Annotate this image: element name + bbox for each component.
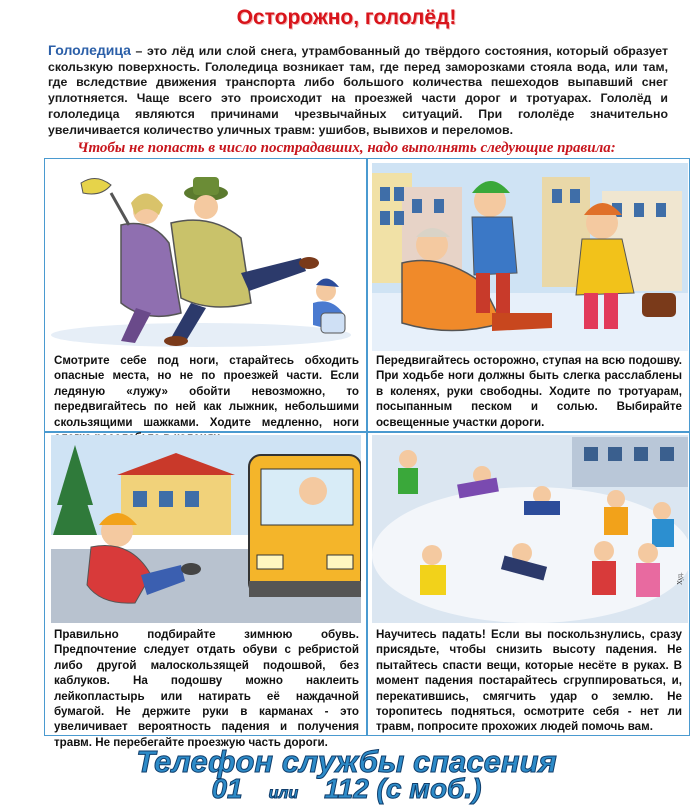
illustration-children-helping [372,163,688,351]
rules-heading: Чтобы не попасть в число пострадавших, надо выполнять следующие правила: [77,140,616,156]
phone-or-label: или [268,785,299,802]
rule-text-3: Правильно подбирайте зимнюю обувь. Предпочтение следует отдать обуви с ребристой либо другой малоскользящей подошвой, без каблуков. На подошву можно наклеить лейкопластырь или натирать её наждачной бумагой. Не держите руки в карманах - это увеличивает вероятность падения и получения травм. Не перебегайте проезжую часть дороги. [54,628,359,749]
phone-number-landline: 01 [211,773,243,804]
illustration-children-falling [372,435,688,623]
rule-text-4: Научитесь падать! Если вы поскользнулись, сразу присядьте, чтобы снизить высоту падения. Не пытайтесь спасти вещи, которые несёте в руках. В момент падения постарайтесь сгруппироваться, и, перекатившись, смягчить удар о землю. Не торопитесь подняться, осмотрите себя - нет ли травм, попросите прохожих людей помочь вам. [376,628,682,734]
rules-grid [44,158,690,749]
rule-cell-4 [368,433,691,736]
intro-term: Гололедица [48,42,131,58]
illustration-slipping-people [51,163,361,351]
rule-cell-2 [368,159,691,431]
rescue-phone-heading: Телефон службы спасения [136,744,557,779]
rule-text-1: Смотрите себе под ноги, старайтесь обходить опасные места, но не по проезжей части. Если ледяную «лужу» обойти невозможно, то передвигайтесь по ней как лыжник, небольшими скользящими шажками. Ходите медленно, ноги [54,354,359,429]
intro-text: – это лёд или слой снега, утрамбованный до твёрдого состояния, который образует скользкую поверхность. Гололедица возникает там, где перед заморозками стояла вода, или там, где вследствие движения транспорта либо большого количества пешеходов выпавший снег уплотняется. Чаще всего это происходит на проезжей части дорог и тротуарах. Гололёд и гололедица являются причинами чрезвычайных ситуаций. При гололёде значительно увеличивается количество уличных травм: ушибов, вывихов и переломов. [48,44,668,137]
rule-cell-3 [45,433,366,749]
poster-title: Осторожно, гололёд! [236,6,457,29]
phone-number-mobile: 112 (с моб.) [324,773,482,804]
rule-cell-1 [45,159,366,431]
illustration-boy-and-bus [51,435,361,623]
illustration-signature: Худ. [676,572,684,585]
rescue-phone-numbers [0,773,693,805]
intro-paragraph [48,43,668,138]
rule-text-2: Передвигайтесь осторожно, ступая на всю подошву. При ходьбе ноги должны быть слегка расслаблены в коленях, руки свободны. Ходите по тротуарам, посыпанным песком и солью. Выбирайте освещенные участки дороги. [376,354,682,429]
